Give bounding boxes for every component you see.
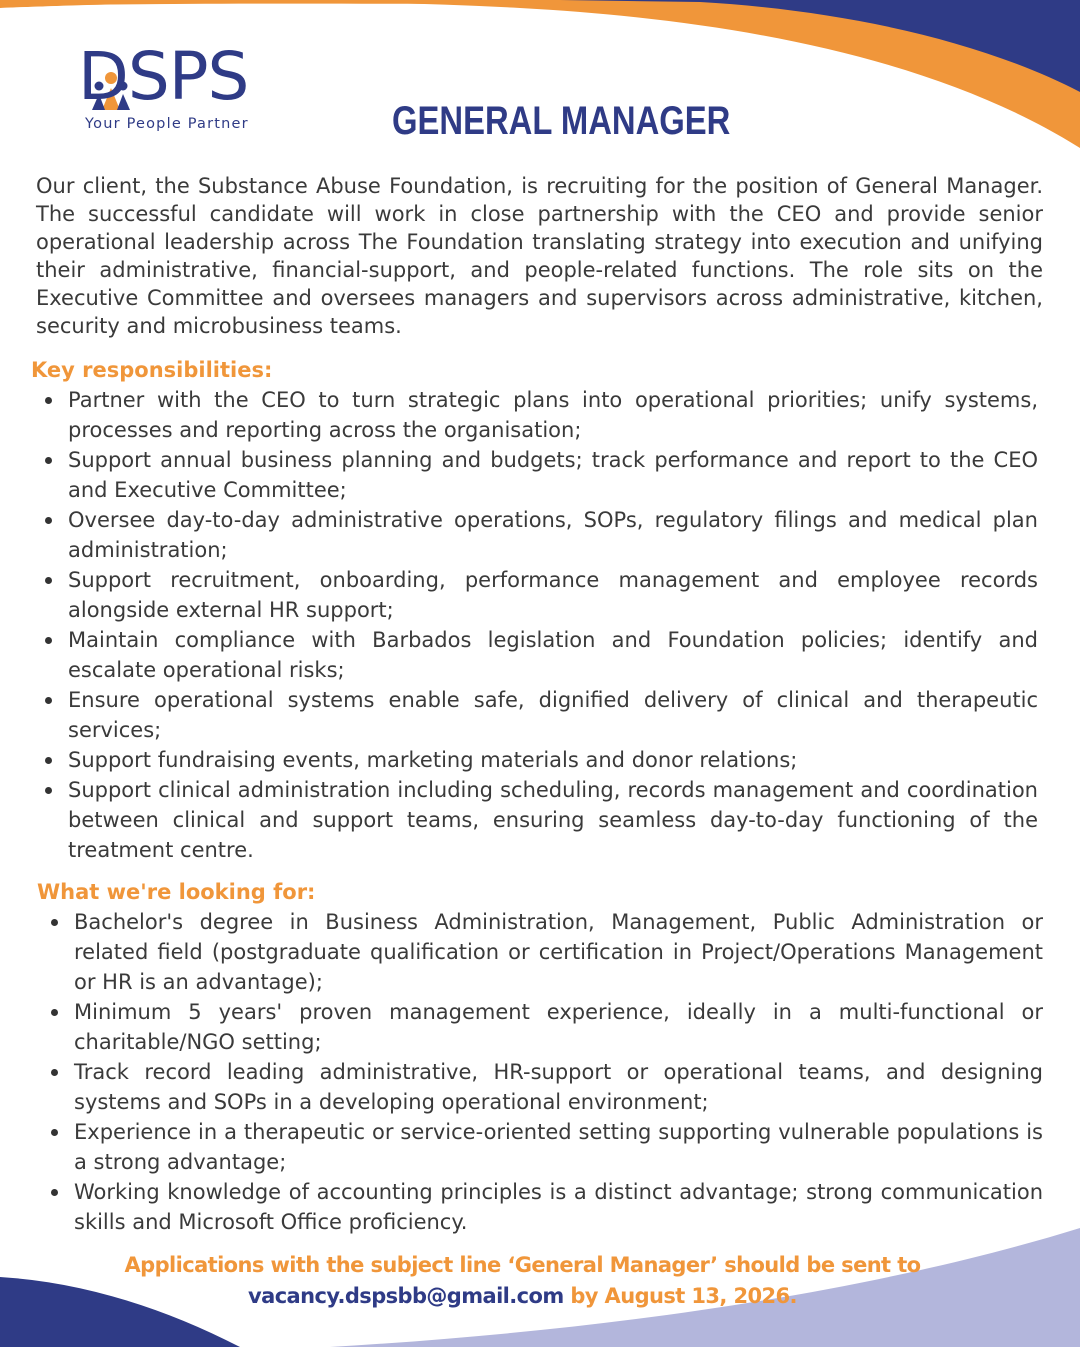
dsps-logo	[78, 38, 288, 136]
email-address[interactable]: vacancy.dspsbb@gmail.com	[248, 1284, 564, 1308]
list-item: Experience in a therapeutic or service-oriented setting supporting vulnerable populations is a strong advantage;	[42, 1117, 1043, 1177]
responsibilities-heading: Key responsibilities:	[31, 358, 273, 382]
logo-tagline: Your People Partner	[85, 116, 249, 132]
bullet-icon	[45, 397, 52, 404]
bullet-icon	[51, 1129, 58, 1136]
list-item: Track record leading administrative, HR-support or operational teams, and designing systems and SOPs in a developing operational environment;	[42, 1057, 1043, 1117]
page-title: GENERAL MANAGER	[392, 99, 731, 143]
bullet-icon	[51, 919, 58, 926]
list-item: Maintain compliance with Barbados legislation and Foundation policies; identify and escalate operational risks;	[36, 625, 1038, 685]
list-item: Working knowledge of accounting principles is a distinct advantage; strong communication skills and Microsoft Office proficiency.	[42, 1177, 1043, 1237]
list-item: Support recruitment, onboarding, performance management and employee records alongside external HR support;	[36, 565, 1038, 625]
requirements-list	[42, 907, 1043, 1237]
bullet-icon	[45, 637, 52, 644]
list-item: Support clinical administration including scheduling, records management and coordination between clinical and support teams, ensuring seamless day-to-day functioning of the treatment centre.	[36, 775, 1038, 865]
application-contact	[0, 1282, 1045, 1310]
list-item: Minimum 5 years' proven management experience, ideally in a multi-functional or charitable/NGO setting;	[42, 997, 1043, 1057]
list-item: Bachelor's degree in Business Administration, Management, Public Administration or related field (postgraduate qualification or certification in Project/Operations Management or HR is an advantage);	[42, 907, 1043, 997]
bullet-icon	[51, 1009, 58, 1016]
bullet-icon	[45, 697, 52, 704]
list-item: Ensure operational systems enable safe, dignified delivery of clinical and therapeutic services;	[36, 685, 1038, 745]
list-item: Support annual business planning and budgets; track performance and report to the CEO and Executive Committee;	[36, 445, 1038, 505]
logo-wordmark: DSPS	[78, 38, 249, 115]
bullet-icon	[45, 517, 52, 524]
bullet-icon	[51, 1189, 58, 1196]
list-item: Oversee day-to-day administrative operations, SOPs, regulatory filings and medical plan administration;	[36, 505, 1038, 565]
responsibilities-list	[36, 385, 1038, 865]
bullet-icon	[51, 1069, 58, 1076]
intro-paragraph: Our client, the Substance Abuse Foundation, is recruiting for the position of General Manager. The successful candidate will work in close partnership with the CEO and provide senior operational leadership across The Foundation translating strategy into execution and unifying their administrative, financial-support, and people-related functions. The role sits on the Executive Committee and oversees managers and supervisors across administrative, kitchen, security and microbusiness teams.	[36, 174, 1043, 338]
deadline-text: by August 13, 2026.	[570, 1284, 797, 1308]
list-item: Support fundraising events, marketing materials and donor relations;	[36, 745, 1038, 775]
bullet-icon	[45, 787, 52, 794]
bullet-icon	[45, 457, 52, 464]
bullet-icon	[45, 757, 52, 764]
list-item: Partner with the CEO to turn strategic plans into operational priorities; unify systems, processes and reporting across the organisation;	[36, 385, 1038, 445]
application-instructions: Applications with the subject line ‘General Manager’ should be sent to	[124, 1253, 921, 1277]
requirements-heading: What we're looking for:	[37, 880, 316, 904]
bullet-icon	[45, 577, 52, 584]
